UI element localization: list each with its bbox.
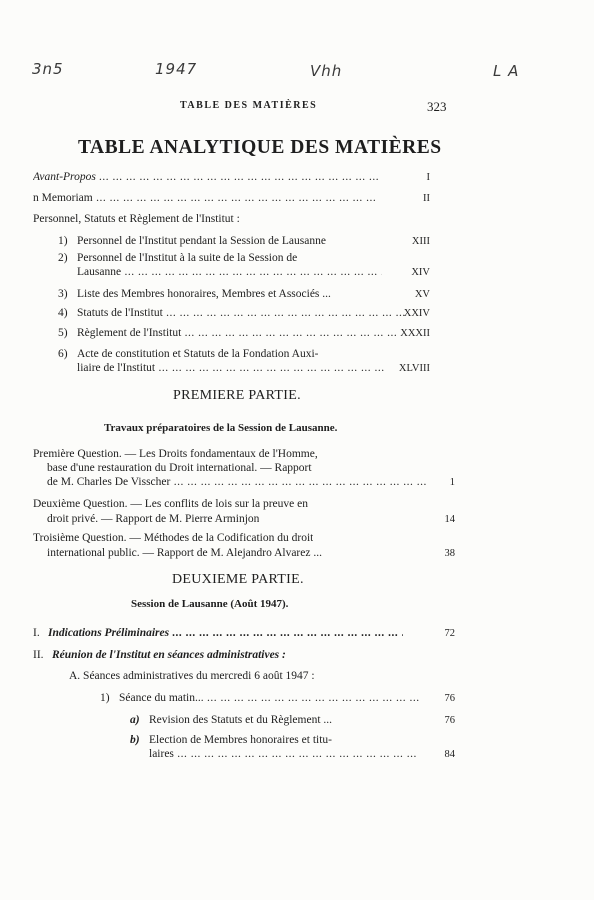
entry-page: 76	[444, 715, 455, 726]
page-title: TABLE ANALYTIQUE DES MATIÈRES	[78, 137, 442, 158]
entry-number: 4)	[58, 307, 68, 319]
entry-label-line1: Personnel de l'Institut à la suite de la Session de	[77, 252, 298, 264]
entry-label-line2: liaire de l'Institut	[77, 362, 156, 374]
entry-label: Indications Préliminaires	[48, 627, 170, 639]
toc-entry-sub-b[interactable]	[130, 733, 455, 763]
entry-label-line2: laires	[149, 748, 174, 760]
toc-entry-avant-propos[interactable]	[33, 170, 430, 185]
entry-page: XV	[414, 289, 430, 300]
entry-line: Première Question. — Les Droits fondamentaux de l'Homme,	[33, 448, 318, 460]
entry-page: 38	[444, 548, 455, 559]
entry-label: Statuts de l'Institut	[77, 307, 163, 319]
entry-label-line2: Lausanne	[77, 266, 122, 278]
toc-entry-in-memoriam[interactable]	[33, 191, 430, 206]
entry-line: Deuxième Question. — Les conflits de lois sur la preuve en	[33, 498, 308, 510]
entry-page: 84	[444, 749, 455, 760]
entry-page: XIV	[411, 267, 430, 278]
entry-number: I.	[33, 627, 40, 639]
toc-entry-6[interactable]	[58, 347, 430, 377]
toc-entry-question-2[interactable]	[33, 497, 455, 527]
toc-entry-1[interactable]	[58, 234, 430, 249]
entry-label: Règlement de l'Institut	[77, 327, 182, 339]
entry-number: 1)	[100, 692, 110, 704]
entry-page: 72	[444, 628, 455, 639]
entry-number: 5)	[58, 327, 68, 339]
running-head: TABLE DES MATIÈRES	[180, 100, 318, 111]
entry-label: Revision des Statuts et du Règlement ...	[149, 714, 333, 726]
entry-number: 3)	[58, 288, 68, 300]
entry-number: 1)	[58, 235, 68, 247]
part-heading-2: DEUXIEME PARTIE.	[172, 572, 304, 587]
entry-line: droit privé. — Rapport de M. Pierre Arminjon	[47, 513, 260, 525]
part-subheading-2: Session de Lausanne (Août 1947).	[131, 598, 289, 610]
entry-number: 2)	[58, 252, 68, 264]
entry-label: Personnel de l'Institut pendant la Session de Lausanne	[77, 235, 326, 247]
entry-page: XIII	[411, 236, 430, 247]
toc-entry-2[interactable]	[58, 251, 430, 281]
toc-entry-indications[interactable]	[33, 626, 455, 641]
entry-label-line1: Election de Membres honoraires et titu-	[149, 734, 332, 746]
toc-entry-question-1[interactable]	[33, 447, 455, 492]
entry-letter: a)	[130, 714, 140, 726]
toc-entry-sub-a[interactable]	[130, 713, 455, 728]
toc-entry-question-3[interactable]	[33, 531, 455, 561]
entry-page: XXXII	[400, 328, 430, 339]
part-heading-1: PREMIERE PARTIE.	[173, 388, 301, 403]
entry-label: Séance du matin...	[119, 692, 204, 704]
toc-entry-4[interactable]	[58, 306, 430, 321]
entry-page: XLVIII	[398, 363, 430, 374]
entry-line: de M. Charles De Visscher	[47, 476, 171, 488]
page-number: 323	[427, 99, 447, 114]
entry-page: II	[423, 193, 430, 204]
entry-number: 6)	[58, 348, 68, 360]
handwritten-mark-4: L A	[493, 62, 520, 80]
entry-page: I	[426, 172, 430, 183]
toc-entry-seance-matin[interactable]	[100, 691, 455, 706]
entry-page: 14	[444, 514, 455, 525]
entry-line: base d'une restauration du Droit international. — Rapport	[47, 462, 312, 474]
handwritten-mark-1: 3n5	[32, 60, 64, 78]
entry-label: n Memoriam	[33, 192, 93, 204]
entry-number: II.	[33, 649, 44, 661]
toc-entry-5[interactable]	[58, 326, 430, 341]
entry-letter: b)	[130, 734, 140, 746]
entry-label-line1: Acte de constitution et Statuts de la Fondation Auxi-	[77, 348, 319, 360]
handwritten-mark-2: 1947	[155, 60, 198, 78]
entry-line: international public. — Rapport de M. Alejandro Alvarez ...	[47, 547, 322, 559]
entry-label: Réunion de l'Institut en séances administratives :	[52, 649, 286, 661]
entry-line: Troisième Question. — Méthodes de la Codification du droit	[33, 532, 314, 544]
toc-entry-3[interactable]	[58, 287, 430, 302]
entry-page: XXIV	[403, 308, 430, 319]
entry-label: Liste des Membres honoraires, Membres et Associés ...	[77, 288, 331, 300]
entry-label: Avant-Propos	[33, 171, 96, 183]
part-subheading-1: Travaux préparatoires de la Session de Lausanne.	[104, 422, 338, 434]
entry-page: 76	[444, 693, 455, 704]
handwritten-mark-3: Vhh	[310, 62, 343, 80]
entry-page: 1	[449, 477, 455, 488]
